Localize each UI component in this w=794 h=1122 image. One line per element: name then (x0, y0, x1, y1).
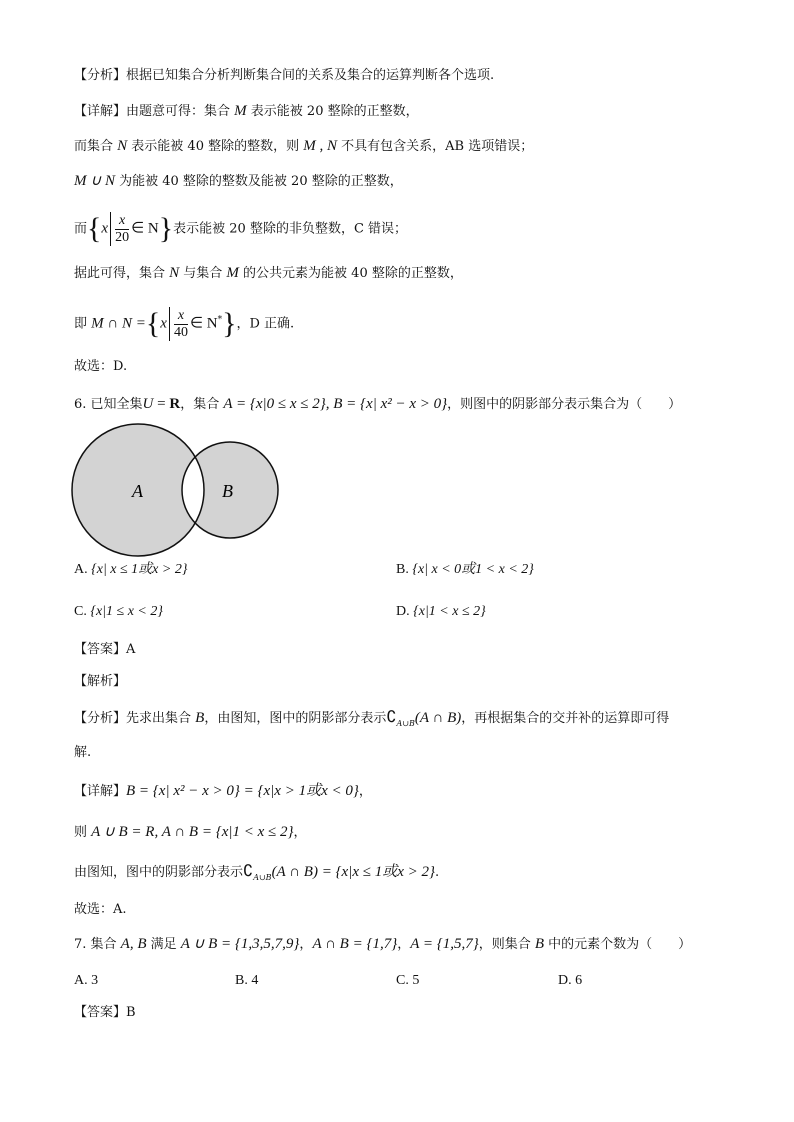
text: ，再根据集合的交并补的运算即可得 (461, 711, 670, 726)
text: 表示能被 20 整除的正整数， (246, 104, 419, 119)
analysis-line (74, 66, 494, 86)
brace-left: { (145, 307, 161, 340)
conclusion-6: 故选：A. (74, 902, 127, 917)
option-label: A. (74, 562, 88, 577)
math-var: R (169, 396, 181, 412)
option-text: {x| x ≤ 1或x > 2} (91, 562, 188, 577)
detail-line-3 (74, 171, 403, 192)
option-label: C. (74, 604, 87, 619)
denominator: 40 (173, 324, 188, 340)
fraction (115, 213, 129, 246)
detail-tag: 【详解】 (74, 784, 127, 799)
option-text: {x| x < 0或1 < x < 2} (412, 562, 534, 577)
option-label: D. (396, 604, 410, 619)
text: 7. 集合 (74, 937, 121, 952)
option-d[interactable] (396, 602, 486, 622)
numerator: x (174, 308, 188, 325)
text: 为能被 40 整除的整数及能被 20 整除的正整数， (114, 174, 403, 189)
text: 的公共元素为能被 40 整除的正整数， (238, 266, 463, 281)
math-var: N (117, 138, 128, 154)
text: ，D 正确. (236, 316, 295, 332)
math-expr: A ∪ B = {1,3,5,7,9} (180, 936, 300, 952)
option-b[interactable] (396, 560, 534, 580)
detail-tag: 【详解】 (74, 104, 127, 119)
superscript: * (217, 315, 223, 326)
detail-line-5 (74, 263, 463, 284)
math-expr: A = {1,5,7} (410, 936, 479, 952)
detail-line-2 (74, 136, 533, 157)
math-var: A, B (120, 936, 147, 952)
fraction (174, 308, 188, 341)
detail-line-4 (74, 212, 407, 246)
text: . (435, 865, 440, 880)
option-a[interactable] (74, 560, 187, 580)
math-var: M (234, 103, 247, 119)
detail-6-line-1 (74, 781, 372, 802)
detail-line-1 (74, 101, 419, 122)
text: ，则集合 (478, 937, 535, 952)
analysis-tag: 【分析】 (74, 68, 127, 83)
q7-option-a[interactable]: A. 3 (74, 973, 99, 988)
q7-option-d[interactable]: D. 6 (558, 973, 583, 988)
brace-left: { (87, 212, 102, 245)
math-expr: A ∩ B = {1,7} (312, 936, 398, 952)
subscript: A∪B (396, 719, 415, 728)
text: ， (358, 784, 372, 799)
detail-line-6 (74, 307, 294, 341)
text: 而 (74, 221, 88, 237)
analysis-6-line-1 (74, 708, 669, 734)
text: 由图知，图中的阴影部分表示 (74, 865, 244, 880)
set-bar (110, 212, 111, 246)
math-expr: ∈ N (189, 315, 218, 332)
math-var: N (169, 265, 180, 281)
text: 由题意可得：集合 (126, 104, 235, 119)
option-text: {x|1 < x ≤ 2} (413, 604, 486, 619)
math-op: = (153, 396, 170, 412)
math-expr: ∈ N (131, 220, 159, 237)
complement-symbol: ∁ (243, 863, 254, 880)
math-var: M , N (303, 138, 337, 154)
complement-symbol: ∁ (386, 709, 397, 726)
analysis-text: 根据已知集合分析判断集合间的关系及集合的运算判断各个选项. (126, 68, 495, 83)
text: 表示能被 40 整除的整数，则 (127, 139, 304, 154)
text: 与集合 (179, 266, 227, 281)
explanation-header: 【解析】 (74, 674, 127, 689)
option-text: {x|1 ≤ x < 2} (90, 604, 163, 619)
option-c[interactable] (74, 602, 163, 622)
text: 先求出集合 (126, 711, 196, 726)
math-var: B (195, 710, 205, 726)
brace-right: } (158, 212, 174, 245)
math-expr: A = {x|0 ≤ x ≤ 2}, B = {x| x² − x > 0} (223, 396, 448, 412)
subscript: A∪B (253, 873, 272, 882)
math-var: B (534, 936, 545, 952)
q7-option-b[interactable]: B. 4 (235, 973, 259, 988)
math-var: U (142, 396, 154, 412)
math-expr: (A ∩ B) = {x|x ≤ 1或x > 2} (271, 864, 436, 880)
text: 据此可得，集合 (74, 266, 170, 281)
venn-diagram (70, 420, 286, 560)
math-var: x (101, 220, 109, 237)
brace-right: } (222, 307, 237, 340)
question-6-stem (74, 394, 681, 415)
text: 中的元素个数为（ ） (544, 937, 692, 952)
venn-label-a: A (132, 481, 143, 501)
numerator: x (115, 213, 129, 230)
text: ，则图中的阴影部分表示集合为（ ） (447, 397, 682, 412)
answer-6: 【答案】A (74, 642, 136, 657)
text: ，由图知，图中的阴影部分表示 (204, 711, 387, 726)
conclusion-line: 故选：D. (74, 359, 128, 374)
text: 而集合 (74, 139, 118, 154)
text: 则 (74, 825, 92, 840)
answer-7: 【答案】B (74, 1005, 136, 1020)
math-expr: A ∪ B = R, A ∩ B = {x|1 < x ≤ 2} (91, 824, 294, 840)
denominator: 20 (115, 229, 130, 245)
math-expr: (A ∩ B) (414, 710, 462, 726)
venn-label-b: B (222, 481, 233, 501)
text: 即 (74, 316, 92, 332)
q7-option-c[interactable]: C. 5 (396, 973, 420, 988)
math-expr: M ∩ N = (91, 315, 146, 332)
detail-6-line-3 (74, 862, 439, 888)
text: 表示能被 20 整除的非负整数，C 错误； (173, 221, 408, 237)
question-7-stem (74, 934, 691, 955)
analysis-6-line-2: 解. (74, 745, 92, 760)
text: ，集合 (180, 397, 224, 412)
set-bar (169, 307, 170, 341)
math-var: x (160, 315, 167, 332)
math-var: M (226, 265, 239, 281)
option-label: B. (396, 562, 409, 577)
text: 不具有包含关系，AB 选项错误； (336, 139, 534, 154)
math-expr: B = {x| x² − x > 0} = {x|x > 1或x < 0} (126, 783, 359, 799)
text: ， (299, 937, 313, 952)
detail-6-line-2 (74, 822, 307, 843)
text: ， (397, 937, 411, 952)
math-expr: M ∪ N (74, 173, 115, 189)
text: ， (293, 825, 307, 840)
analysis-tag: 【分析】 (74, 711, 127, 726)
text: 满足 (146, 937, 181, 952)
text: 6. 已知全集 (74, 397, 143, 412)
